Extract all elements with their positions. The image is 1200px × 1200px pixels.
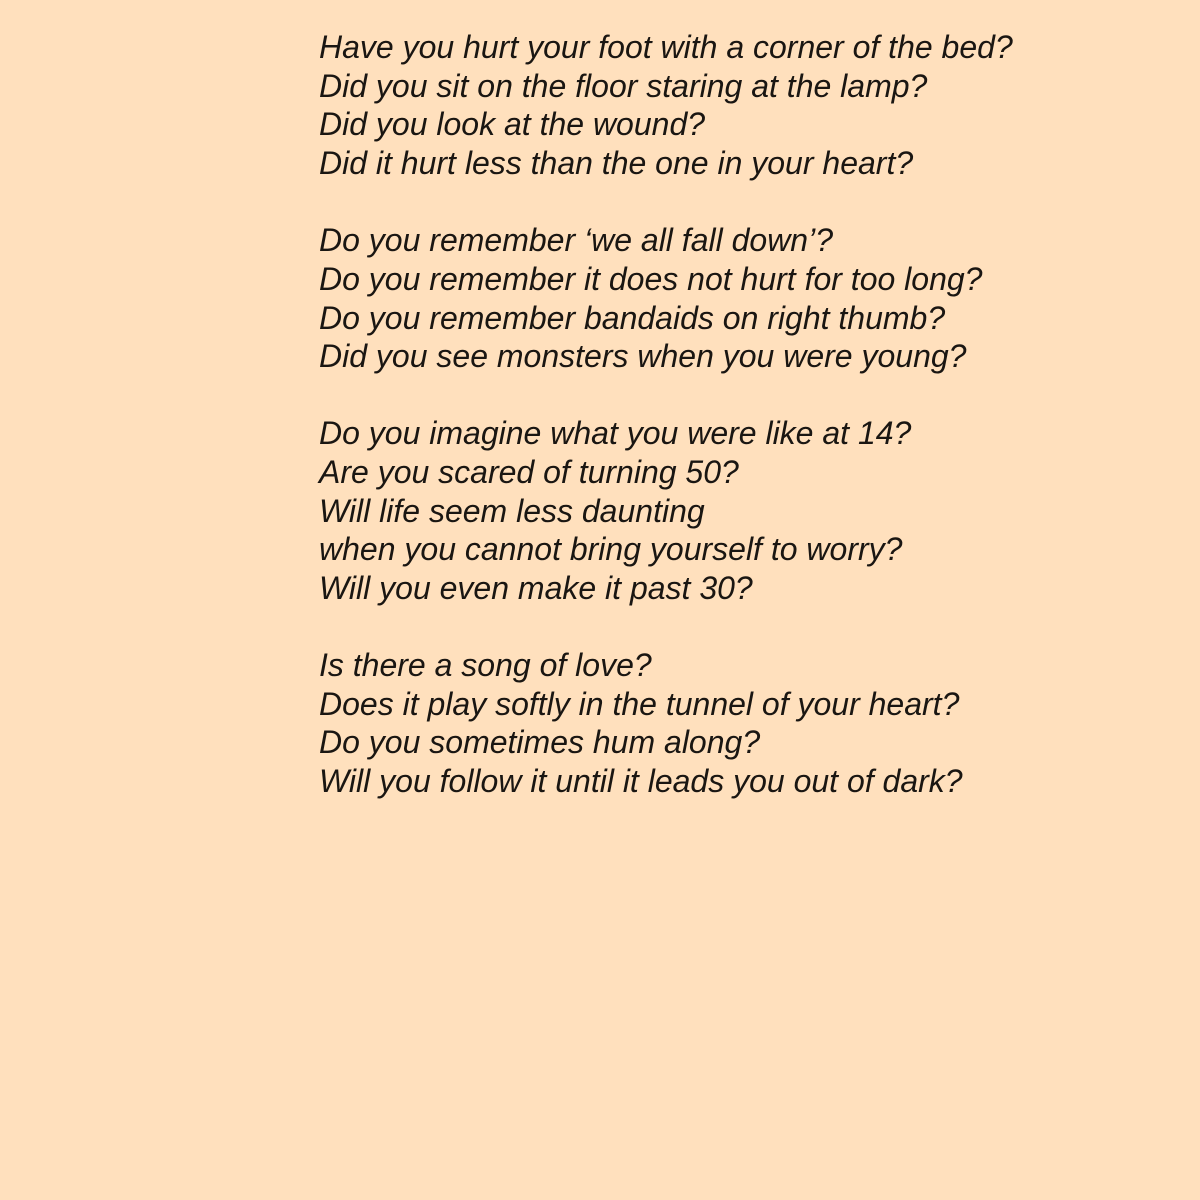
poem-line: Will life seem less daunting (319, 492, 705, 529)
poem-line: Do you imagine what you were like at 14? (319, 415, 912, 452)
poem-line: Do you remember it does not hurt for too long? (319, 260, 983, 297)
poem-line: Do you sometimes hum along? (319, 724, 761, 761)
poem-body (319, 28, 1189, 801)
poem-stanza-2 (319, 221, 1189, 376)
poem-stanza-3 (319, 414, 1189, 608)
poem-line: when you cannot bring yourself to worry? (319, 531, 903, 568)
poem-line: Have you hurt your foot with a corner of the bed? (319, 29, 1013, 65)
poem-stanza-4 (319, 646, 1189, 801)
poem-line: Are you scared of turning 50? (319, 453, 739, 490)
poem-line: Is there a song of love? (319, 647, 652, 684)
poem-line: Did you see monsters when you were young? (319, 338, 967, 375)
poem-line: Did you sit on the floor staring at the lamp? (319, 67, 928, 104)
poem-line: Does it play softly in the tunnel of your heart? (319, 685, 960, 722)
poem-line: Will you even make it past 30? (319, 570, 753, 607)
poem-stanza-1 (319, 28, 1189, 183)
poem-line: Do you remember bandaids on right thumb? (319, 299, 946, 336)
poem-line: Do you remember ‘we all fall down’? (319, 222, 833, 259)
poem-line: Will you follow it until it leads you out of dark? (319, 763, 963, 800)
poem-line: Did you look at the wound? (319, 106, 706, 143)
poem-line: Did it hurt less than the one in your heart? (319, 145, 914, 182)
